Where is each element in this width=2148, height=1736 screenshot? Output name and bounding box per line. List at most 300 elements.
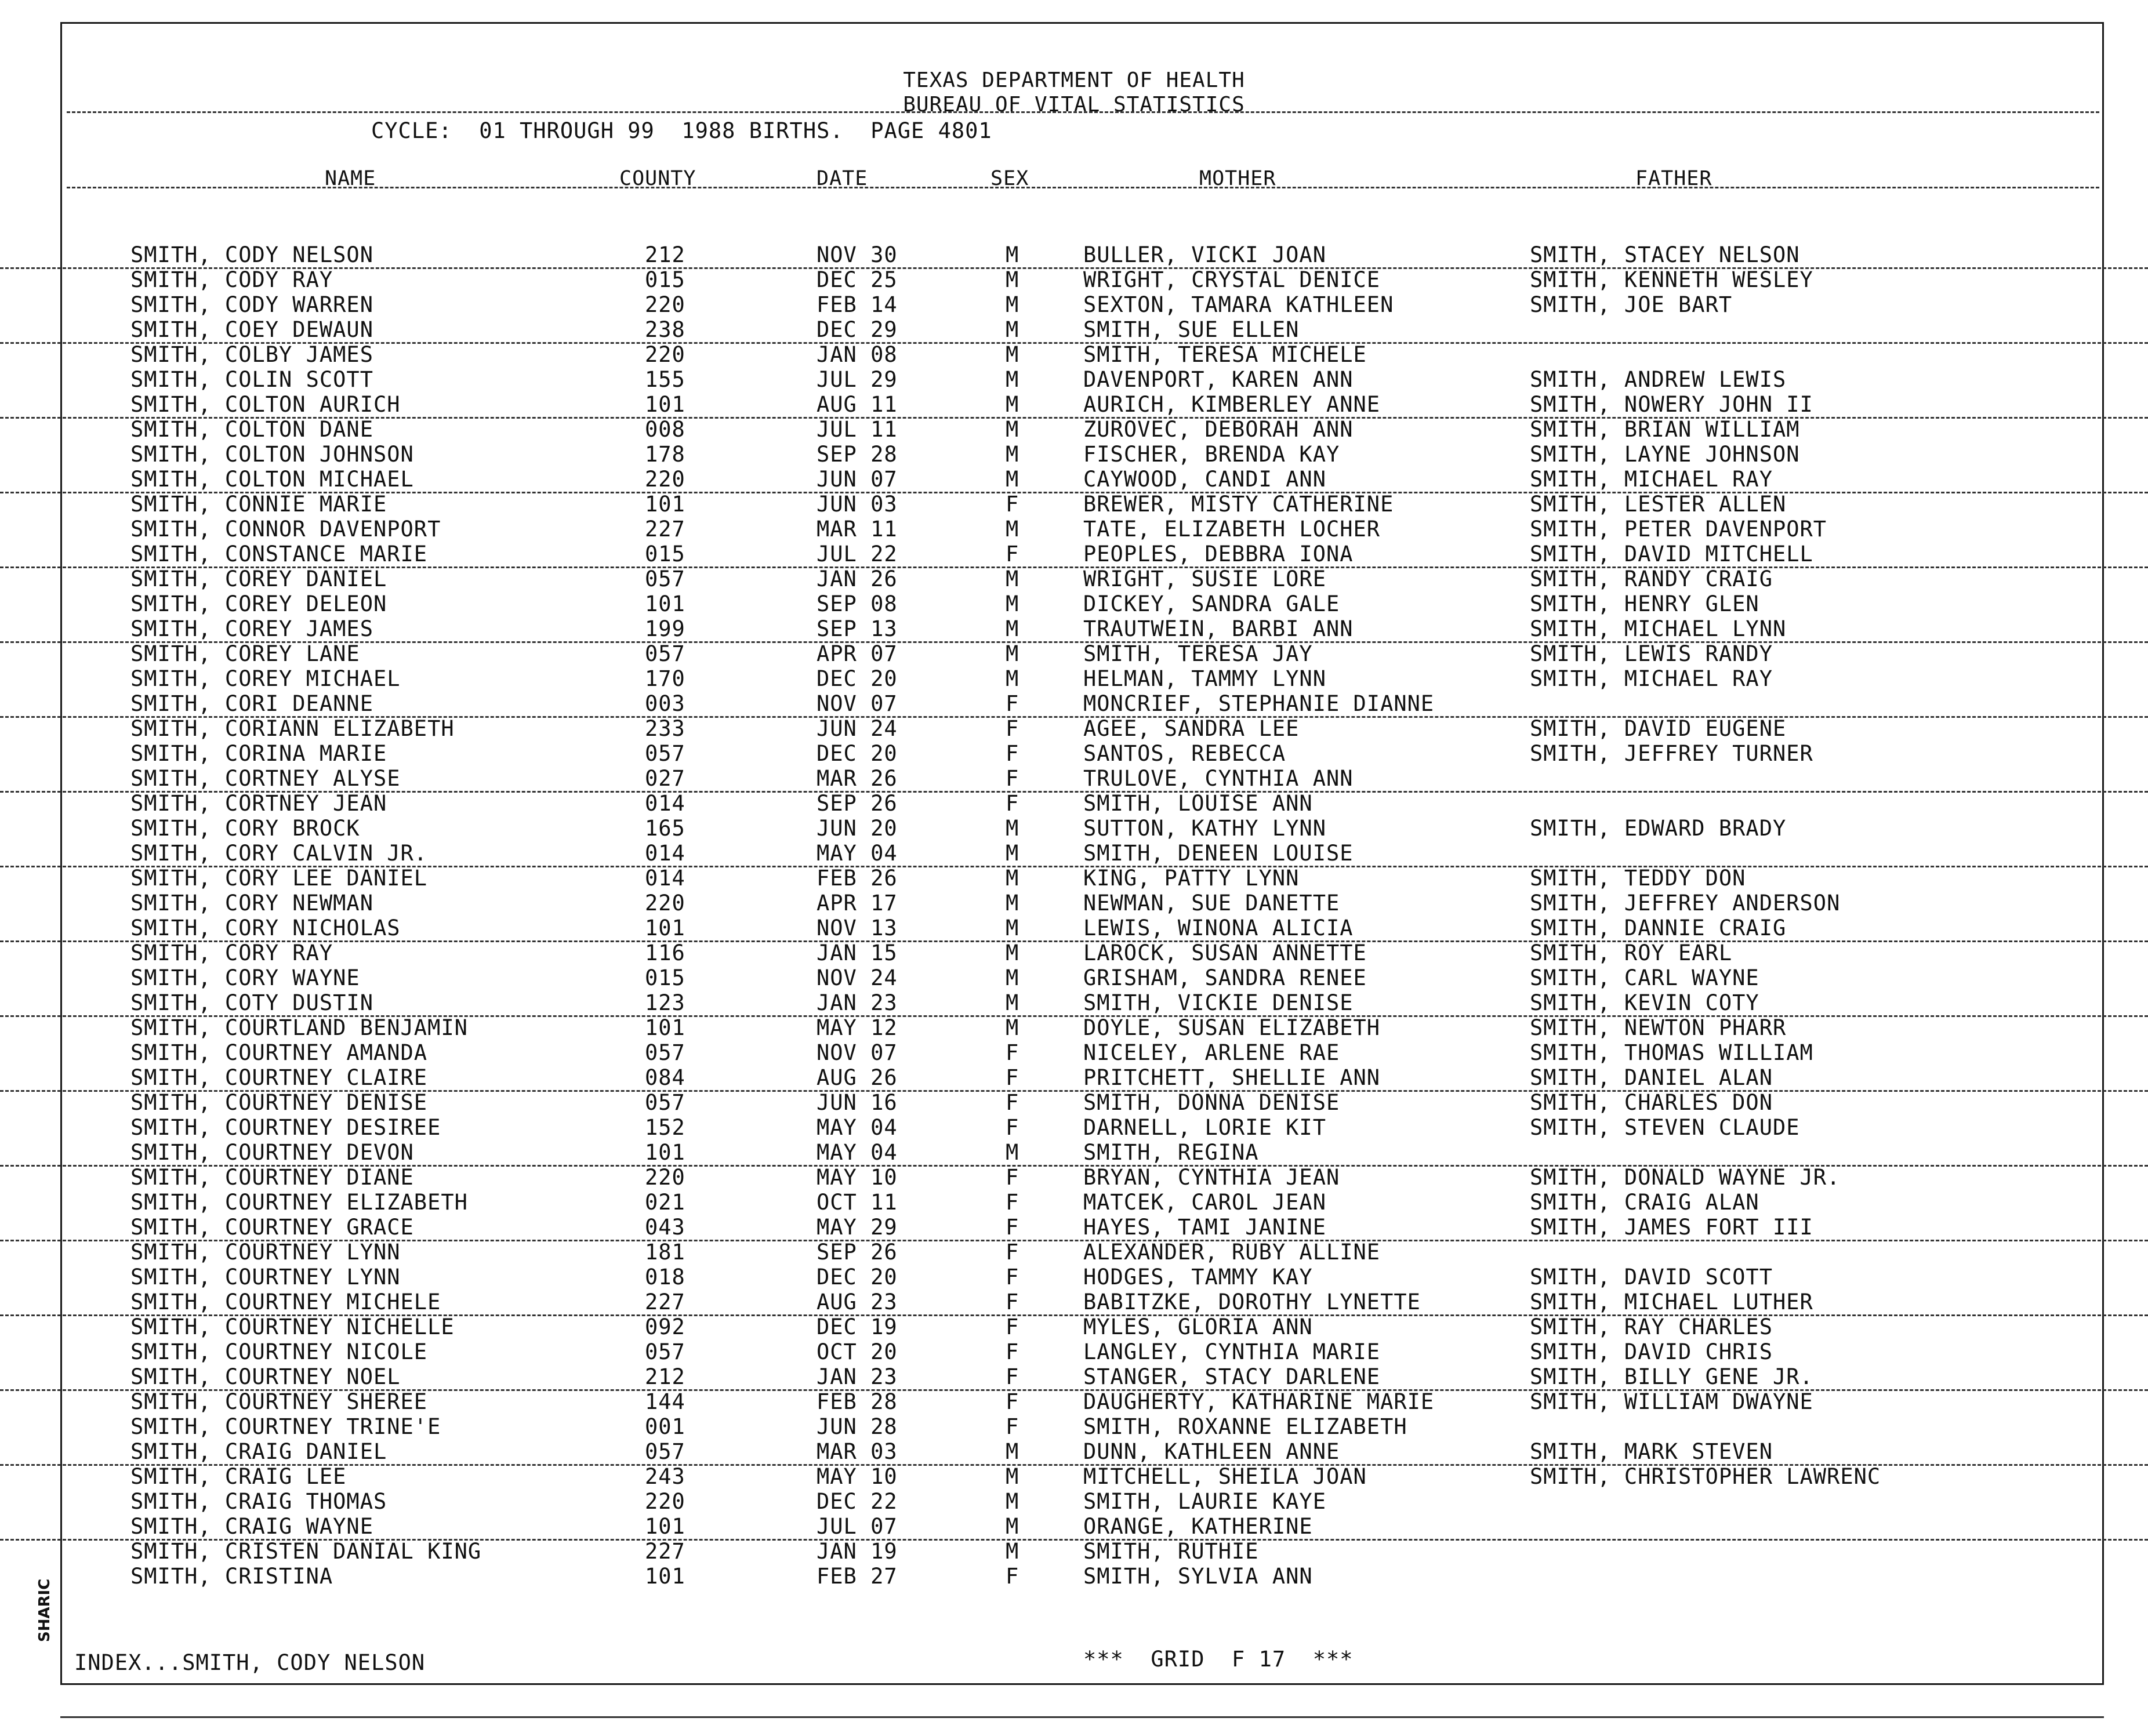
table-row	[0, 1215, 2148, 1241]
cell-mother: CAYWOOD, CANDI ANN	[1083, 467, 1326, 492]
cell-date: NOV 13	[817, 916, 898, 940]
table-row	[0, 317, 2148, 344]
cell-date: JUL 07	[817, 1514, 898, 1539]
cell-mother: SMITH, ROXANNE ELIZABETH	[1083, 1414, 1407, 1439]
cell-father: SMITH, DAVID EUGENE	[1530, 716, 1787, 741]
cell-date: SEP 28	[817, 442, 898, 467]
cell-name: SMITH, CORY RAY	[130, 940, 333, 965]
table-row	[0, 367, 2148, 392]
cell-name: SMITH, CONNIE MARIE	[130, 492, 387, 517]
cell-father: SMITH, ANDREW LEWIS	[1530, 367, 1787, 392]
cell-mother: LANGLEY, CYNTHIA MARIE	[1083, 1339, 1381, 1364]
cell-sex: F	[1006, 1240, 1019, 1265]
cell-name: SMITH, COLTON DANE	[130, 417, 373, 442]
cell-name: SMITH, COURTNEY SHEREE	[130, 1389, 428, 1414]
cell-name: SMITH, CODY WARREN	[130, 292, 373, 317]
table-row	[0, 1464, 2148, 1489]
cell-mother: MONCRIEF, STEPHANIE DIANNE	[1083, 691, 1435, 716]
cell-county: 014	[645, 841, 685, 866]
cell-name: SMITH, COURTNEY AMANDA	[130, 1040, 428, 1065]
cell-date: MAY 04	[817, 1115, 898, 1140]
cell-date: FEB 14	[817, 292, 898, 317]
cell-mother: TRULOVE, CYNTHIA ANN	[1083, 766, 1354, 791]
cell-date: APR 07	[817, 641, 898, 666]
cell-county: 227	[645, 1539, 685, 1564]
table-row	[0, 242, 2148, 269]
cell-name: SMITH, CORI DEANNE	[130, 691, 373, 716]
cell-date: AUG 26	[817, 1065, 898, 1090]
cell-father: SMITH, DANIEL ALAN	[1530, 1065, 1773, 1090]
cell-father: SMITH, BILLY GENE JR.	[1530, 1364, 1813, 1389]
cell-county: 212	[645, 242, 685, 267]
cell-name: SMITH, COTY DUSTIN	[130, 990, 373, 1015]
cell-county: 018	[645, 1265, 685, 1290]
table-row	[0, 1015, 2148, 1040]
cell-name: SMITH, COURTNEY DIANE	[130, 1165, 414, 1190]
cell-sex: M	[1006, 616, 1019, 641]
cell-date: JAN 23	[817, 990, 898, 1015]
cell-mother: TATE, ELIZABETH LOCHER	[1083, 517, 1381, 542]
table-row	[0, 990, 2148, 1017]
cell-name: SMITH, CORY NEWMAN	[130, 891, 373, 916]
cell-county: 092	[645, 1314, 685, 1339]
cell-mother: SMITH, RUTHIE	[1083, 1539, 1259, 1564]
cell-mother: SMITH, DONNA DENISE	[1083, 1090, 1340, 1115]
cell-father: SMITH, STEVEN CLAUDE	[1530, 1115, 1800, 1140]
cell-county: 155	[645, 367, 685, 392]
cell-mother: TRAUTWEIN, BARBI ANN	[1083, 616, 1354, 641]
col-header-mother: MOTHER	[1199, 167, 1276, 190]
cell-mother: LEWIS, WINONA ALICIA	[1083, 916, 1354, 940]
cell-county: 014	[645, 791, 685, 816]
table-row	[0, 641, 2148, 666]
cell-father: SMITH, CHARLES DON	[1530, 1090, 1773, 1115]
table-row	[0, 940, 2148, 965]
cell-date: NOV 30	[817, 242, 898, 267]
cell-mother: DOYLE, SUSAN ELIZABETH	[1083, 1015, 1381, 1040]
cell-sex: M	[1006, 317, 1019, 342]
cell-date: JUN 28	[817, 1414, 898, 1439]
cell-date: JUN 07	[817, 467, 898, 492]
cell-county: 057	[645, 1439, 685, 1464]
bottom-rule	[60, 1716, 2104, 1718]
cell-date: MAY 12	[817, 1015, 898, 1040]
cell-father: SMITH, JOE BART	[1530, 292, 1733, 317]
table-row	[0, 267, 2148, 292]
col-header-name: NAME	[325, 167, 376, 190]
cell-mother: LAROCK, SUSAN ANNETTE	[1083, 940, 1367, 965]
cell-name: SMITH, COREY MICHAEL	[130, 666, 401, 691]
cell-county: 238	[645, 317, 685, 342]
cell-name: SMITH, CORY CALVIN JR.	[130, 841, 428, 866]
cell-date: OCT 20	[817, 1339, 898, 1364]
cell-mother: NEWMAN, SUE DANETTE	[1083, 891, 1340, 916]
cell-name: SMITH, COURTNEY LYNN	[130, 1265, 401, 1290]
cell-name: SMITH, COURTNEY CLAIRE	[130, 1065, 428, 1090]
cell-date: JAN 08	[817, 342, 898, 367]
cell-date: MAY 10	[817, 1165, 898, 1190]
cell-county: 057	[645, 741, 685, 766]
cell-county: 101	[645, 591, 685, 616]
cell-sex: M	[1006, 940, 1019, 965]
cell-father: SMITH, RANDY CRAIG	[1530, 566, 1773, 591]
cell-father: SMITH, PETER DAVENPORT	[1530, 517, 1827, 542]
cell-county: 220	[645, 1165, 685, 1190]
cell-county: 144	[645, 1389, 685, 1414]
cell-father: SMITH, LAYNE JOHNSON	[1530, 442, 1800, 467]
cell-county: 101	[645, 392, 685, 417]
cell-name: SMITH, CRAIG WAYNE	[130, 1514, 373, 1539]
cell-mother: BABITZKE, DOROTHY LYNETTE	[1083, 1290, 1421, 1314]
cell-sex: F	[1006, 1165, 1019, 1190]
table-row	[0, 1414, 2148, 1439]
cell-county: 057	[645, 566, 685, 591]
cell-date: OCT 11	[817, 1190, 898, 1215]
cell-sex: F	[1006, 1389, 1019, 1414]
cell-sex: M	[1006, 1464, 1019, 1489]
cell-date: MAR 03	[817, 1439, 898, 1464]
cell-name: SMITH, CRAIG THOMAS	[130, 1489, 387, 1514]
cell-father: SMITH, NOWERY JOHN II	[1530, 392, 1813, 417]
cell-name: SMITH, COURTNEY NICOLE	[130, 1339, 428, 1364]
cell-county: 220	[645, 1489, 685, 1514]
cell-date: JUN 24	[817, 716, 898, 741]
table-row	[0, 342, 2148, 367]
cell-date: FEB 27	[817, 1564, 898, 1589]
table-row	[0, 965, 2148, 990]
table-row	[0, 1190, 2148, 1215]
cell-mother: SMITH, TERESA JAY	[1083, 641, 1313, 666]
cell-sex: M	[1006, 641, 1019, 666]
cell-sex: F	[1006, 1040, 1019, 1065]
col-header-date: DATE	[817, 167, 868, 190]
cell-county: 123	[645, 990, 685, 1015]
table-row	[0, 766, 2148, 793]
cell-sex: F	[1006, 1115, 1019, 1140]
table-row	[0, 1265, 2148, 1290]
cell-date: JUN 16	[817, 1090, 898, 1115]
table-row	[0, 1389, 2148, 1414]
cell-date: MAY 04	[817, 841, 898, 866]
cell-father: SMITH, CHRISTOPHER LAWRENC	[1530, 1464, 1881, 1489]
cell-father: SMITH, WILLIAM DWAYNE	[1530, 1389, 1813, 1414]
cell-father: SMITH, JAMES FORT III	[1530, 1215, 1813, 1240]
cell-father: SMITH, TEDDY DON	[1530, 866, 1746, 891]
cell-mother: HODGES, TAMMY KAY	[1083, 1265, 1313, 1290]
cell-sex: F	[1006, 716, 1019, 741]
cell-sex: F	[1006, 766, 1019, 791]
cell-sex: F	[1006, 492, 1019, 517]
cell-father: SMITH, LEWIS RANDY	[1530, 641, 1773, 666]
cell-sex: M	[1006, 1489, 1019, 1514]
cell-mother: SMITH, TERESA MICHELE	[1083, 342, 1367, 367]
cell-mother: SMITH, DENEEN LOUISE	[1083, 841, 1354, 866]
cell-date: NOV 07	[817, 1040, 898, 1065]
cell-county: 015	[645, 267, 685, 292]
cell-name: SMITH, COURTNEY MICHELE	[130, 1290, 441, 1314]
cell-mother: SMITH, REGINA	[1083, 1140, 1259, 1165]
cell-county: 212	[645, 1364, 685, 1389]
table-row	[0, 691, 2148, 718]
cell-mother: KING, PATTY LYNN	[1083, 866, 1300, 891]
table-row	[0, 1140, 2148, 1167]
cell-county: 101	[645, 1564, 685, 1589]
index-footer: INDEX...SMITH, CODY NELSON	[74, 1650, 426, 1675]
cell-sex: M	[1006, 591, 1019, 616]
cell-father: SMITH, MICHAEL LUTHER	[1530, 1290, 1813, 1314]
cell-sex: F	[1006, 1314, 1019, 1339]
cell-date: JUL 22	[817, 542, 898, 566]
cell-name: SMITH, CODY NELSON	[130, 242, 373, 267]
table-row	[0, 1090, 2148, 1115]
cell-name: SMITH, COURTNEY GRACE	[130, 1215, 414, 1240]
cell-county: 181	[645, 1240, 685, 1265]
cell-sex: F	[1006, 791, 1019, 816]
cell-sex: M	[1006, 566, 1019, 591]
table-row	[0, 916, 2148, 942]
col-header-father: FATHER	[1635, 167, 1712, 190]
cell-sex: M	[1006, 417, 1019, 442]
cell-mother: NICELEY, ARLENE RAE	[1083, 1040, 1340, 1065]
cell-county: 021	[645, 1190, 685, 1215]
table-row	[0, 1115, 2148, 1140]
cell-date: NOV 07	[817, 691, 898, 716]
cell-date: JUL 11	[817, 417, 898, 442]
cell-name: SMITH, CORY WAYNE	[130, 965, 360, 990]
cell-mother: STANGER, STACY DARLENE	[1083, 1364, 1381, 1389]
cell-date: JUL 29	[817, 367, 898, 392]
cell-county: 015	[645, 965, 685, 990]
cell-name: SMITH, CORTNEY JEAN	[130, 791, 387, 816]
cell-date: DEC 20	[817, 666, 898, 691]
cell-sex: F	[1006, 741, 1019, 766]
cell-name: SMITH, CORY NICHOLAS	[130, 916, 401, 940]
cell-name: SMITH, CRISTINA	[130, 1564, 333, 1589]
cell-father: SMITH, JEFFREY TURNER	[1530, 741, 1813, 766]
table-row	[0, 542, 2148, 568]
cell-date: SEP 08	[817, 591, 898, 616]
table-row	[0, 841, 2148, 867]
table-row	[0, 1040, 2148, 1065]
cell-name: SMITH, CODY RAY	[130, 267, 333, 292]
cell-date: APR 17	[817, 891, 898, 916]
cell-sex: M	[1006, 891, 1019, 916]
cell-father: SMITH, MICHAEL RAY	[1530, 467, 1773, 492]
cell-sex: F	[1006, 1339, 1019, 1364]
cell-date: AUG 11	[817, 392, 898, 417]
cell-sex: M	[1006, 517, 1019, 542]
cell-sex: F	[1006, 1265, 1019, 1290]
table-row	[0, 392, 2148, 419]
cell-sex: M	[1006, 267, 1019, 292]
table-row	[0, 417, 2148, 442]
column-header-rule	[67, 187, 2099, 188]
table-row	[0, 1314, 2148, 1339]
cell-name: SMITH, COURTNEY LYNN	[130, 1240, 401, 1265]
cell-date: MAR 11	[817, 517, 898, 542]
cell-sex: F	[1006, 1190, 1019, 1215]
cell-name: SMITH, COREY DANIEL	[130, 566, 387, 591]
cell-sex: F	[1006, 691, 1019, 716]
cell-sex: M	[1006, 990, 1019, 1015]
table-row	[0, 1439, 2148, 1466]
cell-father: SMITH, DAVID SCOTT	[1530, 1265, 1773, 1290]
cell-sex: M	[1006, 342, 1019, 367]
cell-county: 199	[645, 616, 685, 641]
cell-name: SMITH, COURTLAND BENJAMIN	[130, 1015, 468, 1040]
cell-county: 043	[645, 1215, 685, 1240]
cell-name: SMITH, CONNOR DAVENPORT	[130, 517, 441, 542]
table-row	[0, 1489, 2148, 1514]
cell-county: 057	[645, 641, 685, 666]
table-row	[0, 566, 2148, 591]
table-row	[0, 492, 2148, 517]
cell-father: SMITH, DAVID CHRIS	[1530, 1339, 1773, 1364]
cell-father: SMITH, MICHAEL RAY	[1530, 666, 1773, 691]
cell-sex: M	[1006, 367, 1019, 392]
table-row	[0, 442, 2148, 467]
cell-mother: WRIGHT, SUSIE LORE	[1083, 566, 1326, 591]
cell-county: 152	[645, 1115, 685, 1140]
cell-sex: F	[1006, 1364, 1019, 1389]
table-row	[0, 1065, 2148, 1092]
cell-county: 220	[645, 342, 685, 367]
cell-date: JAN 15	[817, 940, 898, 965]
cell-sex: M	[1006, 292, 1019, 317]
cell-county: 165	[645, 816, 685, 841]
cell-sex: M	[1006, 1514, 1019, 1539]
cell-name: SMITH, COREY JAMES	[130, 616, 373, 641]
table-row	[0, 1539, 2148, 1564]
cell-sex: M	[1006, 841, 1019, 866]
table-row	[0, 741, 2148, 766]
cell-name: SMITH, COEY DEWAUN	[130, 317, 373, 342]
cell-name: SMITH, COLIN SCOTT	[130, 367, 373, 392]
cell-county: 057	[645, 1090, 685, 1115]
cell-county: 101	[645, 1015, 685, 1040]
cell-name: SMITH, COURTNEY NICHELLE	[130, 1314, 455, 1339]
cell-sex: M	[1006, 1140, 1019, 1165]
cell-sex: M	[1006, 1439, 1019, 1464]
table-row	[0, 1339, 2148, 1364]
cell-mother: SMITH, LOUISE ANN	[1083, 791, 1313, 816]
cell-date: DEC 20	[817, 1265, 898, 1290]
cell-mother: PEOPLES, DEBBRA IONA	[1083, 542, 1354, 566]
cell-mother: SMITH, VICKIE DENISE	[1083, 990, 1354, 1015]
cell-name: SMITH, COREY DELEON	[130, 591, 387, 616]
cell-father: SMITH, ROY EARL	[1530, 940, 1733, 965]
cell-county: 015	[645, 542, 685, 566]
cell-date: SEP 26	[817, 791, 898, 816]
cell-county: 057	[645, 1339, 685, 1364]
cell-county: 233	[645, 716, 685, 741]
cell-name: SMITH, COURTNEY DEVON	[130, 1140, 414, 1165]
table-row	[0, 467, 2148, 493]
cell-county: 084	[645, 1065, 685, 1090]
cell-sex: M	[1006, 666, 1019, 691]
cell-name: SMITH, COLTON JOHNSON	[130, 442, 414, 467]
col-header-county: COUNTY	[619, 167, 696, 190]
cell-date: NOV 24	[817, 965, 898, 990]
cell-date: JAN 26	[817, 566, 898, 591]
cell-sex: F	[1006, 1215, 1019, 1240]
cell-county: 220	[645, 292, 685, 317]
cell-name: SMITH, CORTNEY ALYSE	[130, 766, 401, 791]
grid-footer: *** GRID F 17 ***	[1083, 1647, 1354, 1672]
table-row	[0, 1165, 2148, 1190]
cell-mother: SMITH, SYLVIA ANN	[1083, 1564, 1313, 1589]
table-row	[0, 1290, 2148, 1316]
cell-county: 170	[645, 666, 685, 691]
cell-date: MAY 10	[817, 1464, 898, 1489]
cycle-line: CYCLE: 01 THROUGH 99 1988 BIRTHS. PAGE 4801	[371, 118, 992, 143]
cell-father: SMITH, EDWARD BRADY	[1530, 816, 1787, 841]
cell-sex: M	[1006, 916, 1019, 940]
cell-name: SMITH, COURTNEY ELIZABETH	[130, 1190, 468, 1215]
cell-mother: DARNELL, LORIE KIT	[1083, 1115, 1326, 1140]
cell-date: FEB 26	[817, 866, 898, 891]
cell-mother: MYLES, GLORIA ANN	[1083, 1314, 1313, 1339]
cell-name: SMITH, CRAIG LEE	[130, 1464, 347, 1489]
cell-date: JUN 20	[817, 816, 898, 841]
cell-father: SMITH, LESTER ALLEN	[1530, 492, 1787, 517]
cell-father: SMITH, JEFFREY ANDERSON	[1530, 891, 1841, 916]
cell-mother: BREWER, MISTY CATHERINE	[1083, 492, 1394, 517]
cell-county: 243	[645, 1464, 685, 1489]
cell-name: SMITH, COURTNEY DENISE	[130, 1090, 428, 1115]
cell-mother: AGEE, SANDRA LEE	[1083, 716, 1300, 741]
table-row	[0, 1514, 2148, 1541]
cell-county: 001	[645, 1414, 685, 1439]
cell-date: JUN 03	[817, 492, 898, 517]
cell-father: SMITH, NEWTON PHARR	[1530, 1015, 1787, 1040]
col-header-sex: SEX	[990, 167, 1029, 190]
cell-date: DEC 22	[817, 1489, 898, 1514]
cell-mother: DAVENPORT, KAREN ANN	[1083, 367, 1354, 392]
cell-date: SEP 13	[817, 616, 898, 641]
cell-county: 008	[645, 417, 685, 442]
cell-sex: M	[1006, 1015, 1019, 1040]
cell-mother: DICKEY, SANDRA GALE	[1083, 591, 1340, 616]
cell-mother: ZUROVEC, DEBORAH ANN	[1083, 417, 1354, 442]
cell-father: SMITH, CRAIG ALAN	[1530, 1190, 1759, 1215]
cell-mother: WRIGHT, CRYSTAL DENICE	[1083, 267, 1381, 292]
cell-name: SMITH, COLTON AURICH	[130, 392, 401, 417]
table-row	[0, 891, 2148, 916]
cell-sex: M	[1006, 442, 1019, 467]
cell-date: SEP 26	[817, 1240, 898, 1265]
cell-sex: F	[1006, 1090, 1019, 1115]
table-row	[0, 666, 2148, 691]
cell-mother: DAUGHERTY, KATHARINE MARIE	[1083, 1389, 1435, 1414]
cell-county: 101	[645, 492, 685, 517]
cell-mother: SEXTON, TAMARA KATHLEEN	[1083, 292, 1394, 317]
cell-sex: M	[1006, 467, 1019, 492]
cell-date: JAN 23	[817, 1364, 898, 1389]
table-row	[0, 791, 2148, 816]
cell-sex: M	[1006, 392, 1019, 417]
cell-mother: SUTTON, KATHY LYNN	[1083, 816, 1326, 841]
cell-county: 057	[645, 1040, 685, 1065]
cell-mother: DUNN, KATHLEEN ANNE	[1083, 1439, 1340, 1464]
cell-county: 227	[645, 517, 685, 542]
cell-father: SMITH, BRIAN WILLIAM	[1530, 417, 1800, 442]
table-row	[0, 1364, 2148, 1391]
table-row	[0, 517, 2148, 542]
cell-date: DEC 29	[817, 317, 898, 342]
cell-date: JAN 19	[817, 1539, 898, 1564]
cell-sex: F	[1006, 1414, 1019, 1439]
